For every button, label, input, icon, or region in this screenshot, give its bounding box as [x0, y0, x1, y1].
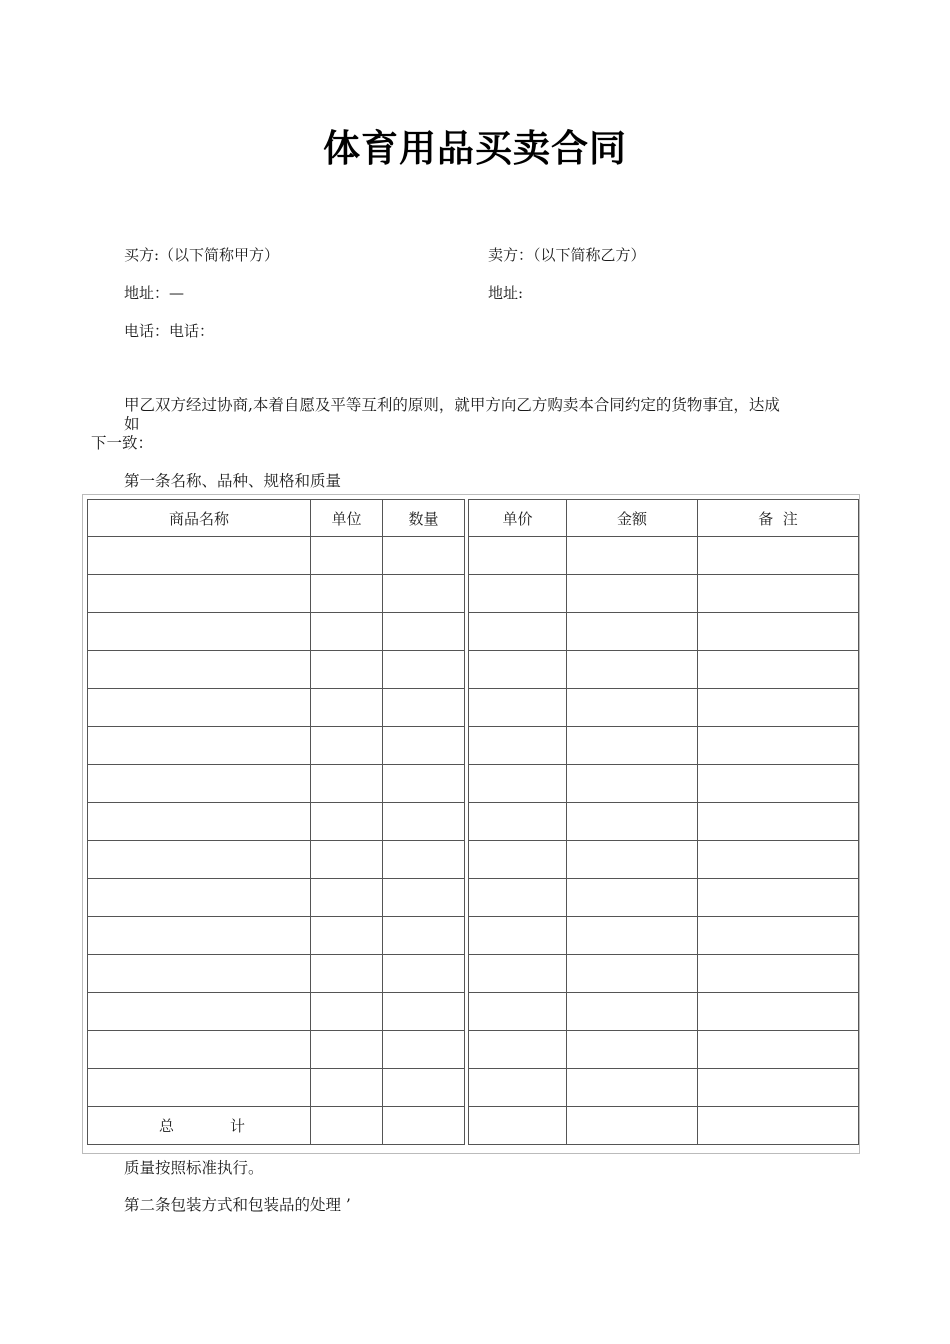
unit-cell — [311, 651, 383, 689]
amount-cell — [567, 803, 698, 841]
table-row — [88, 803, 465, 841]
table-row — [469, 765, 859, 803]
table-row — [88, 1069, 465, 1107]
document-title: 体育用品买卖合同 — [323, 127, 627, 170]
quantity-cell — [383, 879, 465, 917]
quantity-cell — [383, 1069, 465, 1107]
table-row — [88, 917, 465, 955]
total-label-cell — [88, 1107, 311, 1145]
quality-note: 质量按照标准执行。 — [124, 1159, 264, 1177]
unit-price-cell — [469, 727, 567, 765]
table-row — [469, 917, 859, 955]
quantity-cell — [383, 917, 465, 955]
amount-cell — [567, 765, 698, 803]
table-row — [469, 537, 859, 575]
amount-cell — [567, 841, 698, 879]
column-header-unit-price: 单价 — [469, 500, 567, 537]
table-row — [88, 575, 465, 613]
unit-price-cell — [469, 955, 567, 993]
table-row — [88, 955, 465, 993]
unit-price-cell — [469, 1069, 567, 1107]
table-row — [88, 841, 465, 879]
column-header-quantity: 数量 — [383, 500, 465, 537]
table-row — [469, 1069, 859, 1107]
unit-cell — [311, 917, 383, 955]
intro-line-3: 下一致： — [91, 434, 154, 452]
unit-cell — [311, 841, 383, 879]
unit-cell — [311, 879, 383, 917]
unit-cell — [311, 803, 383, 841]
product-name-cell — [88, 575, 311, 613]
table-row — [88, 1031, 465, 1069]
product-name-cell — [88, 1031, 311, 1069]
table-row — [88, 727, 465, 765]
amount-cell — [567, 955, 698, 993]
table-row — [469, 575, 859, 613]
seller-address-label: 地址: — [488, 284, 524, 302]
phone-label: 电话：电话： — [124, 322, 215, 340]
remarks-cell — [698, 537, 859, 575]
table-row — [88, 537, 465, 575]
total-label-2: 计 — [230, 1117, 246, 1135]
total-row — [469, 1107, 859, 1145]
remarks-cell — [698, 879, 859, 917]
table-row — [469, 727, 859, 765]
unit-price-cell — [469, 689, 567, 727]
amount-cell — [567, 1031, 698, 1069]
unit-price-cell — [469, 575, 567, 613]
quantity-cell — [383, 689, 465, 727]
quantity-cell — [383, 651, 465, 689]
unit-price-cell — [469, 1031, 567, 1069]
table-row — [88, 765, 465, 803]
remarks-cell — [698, 1069, 859, 1107]
amount-cell — [567, 879, 698, 917]
amount-cell — [567, 1069, 698, 1107]
article-2-heading: 第二条包装方式和包装品的处理 ’ — [124, 1196, 351, 1214]
intro-line-2: 如 — [124, 415, 140, 433]
table-row — [469, 955, 859, 993]
unit-cell — [311, 689, 383, 727]
table-row — [469, 993, 859, 1031]
unit-price-cell — [469, 879, 567, 917]
buyer-address-label: 地址：— — [124, 284, 185, 302]
table-row — [469, 803, 859, 841]
unit-price-cell — [469, 651, 567, 689]
remarks-cell — [698, 955, 859, 993]
remarks-cell — [698, 1031, 859, 1069]
remarks-cell — [698, 917, 859, 955]
column-header-remarks: 备 注 — [698, 500, 859, 537]
table-row — [88, 993, 465, 1031]
unit-cell — [311, 613, 383, 651]
quantity-cell — [383, 993, 465, 1031]
product-name-cell — [88, 993, 311, 1031]
product-name-cell — [88, 803, 311, 841]
unit-cell — [311, 1069, 383, 1107]
amount-cell — [567, 575, 698, 613]
goods-table-left — [87, 499, 465, 1145]
remarks-cell — [698, 803, 859, 841]
total-label-1: 总 — [159, 1117, 175, 1135]
total-remarks-cell — [698, 1107, 859, 1145]
table-row — [469, 1031, 859, 1069]
product-name-cell — [88, 689, 311, 727]
unit-cell — [311, 765, 383, 803]
buyer-label: 买方:（以下简称甲方） — [124, 246, 280, 264]
product-name-cell — [88, 651, 311, 689]
product-name-cell — [88, 955, 311, 993]
quantity-cell — [383, 803, 465, 841]
unit-cell — [311, 993, 383, 1031]
article-1-heading: 第一条名称、品种、规格和质量 — [124, 472, 342, 490]
quantity-cell — [383, 727, 465, 765]
column-header-amount: 金额 — [567, 500, 698, 537]
remarks-cell — [698, 651, 859, 689]
unit-cell — [311, 727, 383, 765]
table-row — [469, 841, 859, 879]
total-unit-price-cell — [469, 1107, 567, 1145]
remarks-cell — [698, 689, 859, 727]
unit-price-cell — [469, 993, 567, 1031]
column-header-product-name: 商品名称 — [88, 500, 311, 537]
remarks-cell — [698, 993, 859, 1031]
table-row — [469, 651, 859, 689]
amount-cell — [567, 689, 698, 727]
unit-price-cell — [469, 613, 567, 651]
product-name-cell — [88, 765, 311, 803]
product-name-cell — [88, 841, 311, 879]
intro-line-1: 甲乙双方经过协商,本着自愿及平等互利的原则，就甲方向乙方购卖本合同约定的货物事宜，达成 — [124, 396, 780, 414]
unit-cell — [311, 575, 383, 613]
quantity-cell — [383, 613, 465, 651]
table-row — [469, 613, 859, 651]
product-name-cell — [88, 537, 311, 575]
amount-cell — [567, 993, 698, 1031]
quantity-cell — [383, 765, 465, 803]
remarks-cell — [698, 575, 859, 613]
quantity-cell — [383, 575, 465, 613]
total-row — [88, 1107, 465, 1145]
unit-price-cell — [469, 537, 567, 575]
product-name-cell — [88, 917, 311, 955]
quantity-cell — [383, 537, 465, 575]
column-header-unit: 单位 — [311, 500, 383, 537]
unit-cell — [311, 1031, 383, 1069]
amount-cell — [567, 651, 698, 689]
total-unit-cell — [311, 1107, 383, 1145]
table-row — [88, 613, 465, 651]
product-name-cell — [88, 1069, 311, 1107]
quantity-cell — [383, 955, 465, 993]
product-name-cell — [88, 879, 311, 917]
remarks-cell — [698, 727, 859, 765]
total-quantity-cell — [383, 1107, 465, 1145]
unit-cell — [311, 537, 383, 575]
unit-price-cell — [469, 841, 567, 879]
table-row — [469, 879, 859, 917]
table-row — [88, 689, 465, 727]
remarks-cell — [698, 613, 859, 651]
table-row — [88, 651, 465, 689]
product-name-cell — [88, 727, 311, 765]
remarks-cell — [698, 841, 859, 879]
goods-table-right — [468, 499, 859, 1145]
amount-cell — [567, 613, 698, 651]
table-row — [88, 879, 465, 917]
amount-cell — [567, 537, 698, 575]
amount-cell — [567, 727, 698, 765]
product-name-cell — [88, 613, 311, 651]
seller-label: 卖方：（以下简称乙方） — [488, 246, 646, 264]
total-amount-cell — [567, 1107, 698, 1145]
remarks-cell — [698, 765, 859, 803]
table-row — [469, 689, 859, 727]
quantity-cell — [383, 841, 465, 879]
unit-price-cell — [469, 917, 567, 955]
amount-cell — [567, 917, 698, 955]
unit-price-cell — [469, 765, 567, 803]
quantity-cell — [383, 1031, 465, 1069]
unit-cell — [311, 955, 383, 993]
unit-price-cell — [469, 803, 567, 841]
